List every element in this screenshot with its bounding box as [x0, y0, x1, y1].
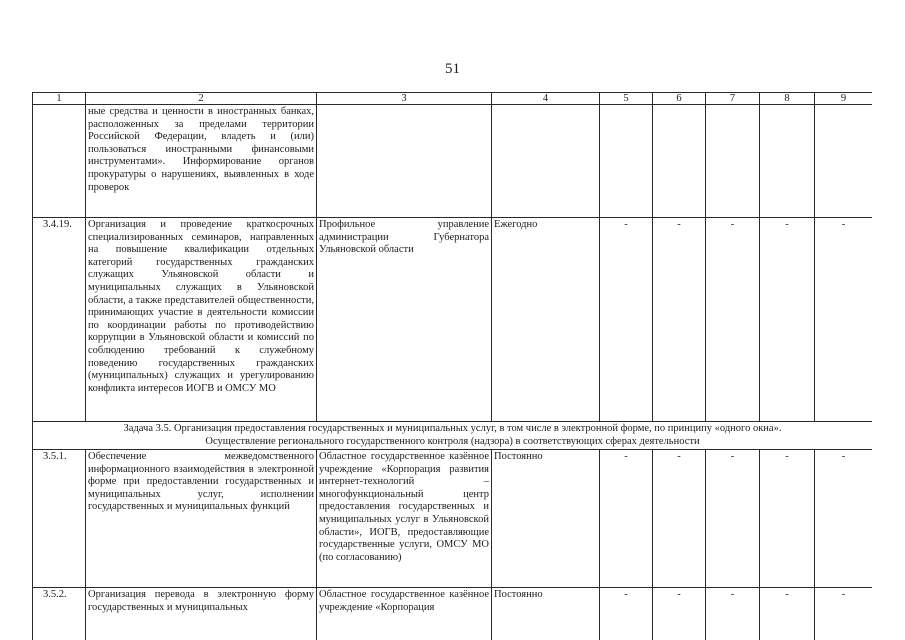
- column-header: 3: [317, 93, 492, 105]
- table-row: [33, 450, 873, 588]
- item-number: [33, 105, 86, 218]
- column-header: 9: [815, 93, 873, 105]
- value-cell: [600, 105, 653, 218]
- value-cell: -: [653, 588, 706, 640]
- task-heading-row: [33, 422, 873, 450]
- executor-cell: Областное государственное казённое учреждение «Корпорация: [317, 588, 492, 640]
- column-header: 4: [492, 93, 600, 105]
- value-cell: -: [706, 588, 760, 640]
- executor-cell: Профильное управление администрации Губернатора Ульяновской области: [317, 218, 492, 422]
- column-header: 6: [653, 93, 706, 105]
- value-cell: -: [600, 588, 653, 640]
- term-cell: Постоянно: [492, 588, 600, 640]
- plan-table: [32, 92, 872, 640]
- value-cell: -: [706, 450, 760, 588]
- value-cell: -: [600, 450, 653, 588]
- value-cell: -: [653, 450, 706, 588]
- column-header-row: [33, 93, 873, 105]
- item-number: 3.5.2.: [33, 588, 86, 640]
- value-cell: -: [653, 218, 706, 422]
- value-cell: -: [760, 588, 815, 640]
- item-number: 3.4.19.: [33, 218, 86, 422]
- page-number: 51: [445, 61, 460, 77]
- executor-cell: Областное государственное казённое учреждение «Корпорация развития интернет-технологий – многофункциональный центр предоставления государственных и муниципальных услуг в Ульяновской области», ИОГВ, предоставляющие государственные услуги, ОМСУ МО (по согласованию): [317, 450, 492, 588]
- value-cell: -: [600, 218, 653, 422]
- term-cell: [492, 105, 600, 218]
- task-heading-line: Осуществление регионального государственного контроля (надзора) в соответствующих сферах деятельности: [205, 435, 700, 447]
- value-cell: -: [760, 450, 815, 588]
- value-cell: -: [815, 450, 873, 588]
- value-cell: [706, 105, 760, 218]
- column-header: 7: [706, 93, 760, 105]
- executor-cell: [317, 105, 492, 218]
- activity-cell: ные средства и ценности в иностранных банках, расположенных за пределами территории Российской Федерации, владеть и (или) пользоваться иностранными финансовыми инструментами». Информирование органов прокуратуры о нарушениях, выявленных в ходе проверок: [86, 105, 317, 218]
- table-row: [33, 105, 873, 218]
- column-header: 2: [86, 93, 317, 105]
- value-cell: -: [706, 218, 760, 422]
- term-cell: Ежегодно: [492, 218, 600, 422]
- column-header: 1: [33, 93, 86, 105]
- table-row: [33, 588, 873, 640]
- value-cell: -: [815, 218, 873, 422]
- value-cell: -: [760, 218, 815, 422]
- term-cell: Постоянно: [492, 450, 600, 588]
- value-cell: [815, 105, 873, 218]
- column-header: 5: [600, 93, 653, 105]
- activity-cell: Организация и проведение краткосрочных специализированных семинаров, направленных на повышение квалификации отдельных категорий государственных гражданских служащих Ульяновской области и муниципальных служащих в Ульяновской области, а также представителей общественности, принимающих участие в деятельности комиссии по координации работы по противодействию коррупции в Ульяновской области и комиссий по соблюдению требований к служебному поведению государственных гражданских (муниципальных) служащих и урегулированию конфликта интересов ИОГВ и ОМСУ МО: [86, 218, 317, 422]
- value-cell: -: [815, 588, 873, 640]
- value-cell: [653, 105, 706, 218]
- table-row: [33, 218, 873, 422]
- activity-cell: Организация перевода в электронную форму государственных и муниципальных: [86, 588, 317, 640]
- activity-cell: Обеспечение межведомственного информационного взаимодействия в электронной форме при предоставлении государственных и муниципальных услуг, исполнении государственных и муниципальных функций: [86, 450, 317, 588]
- column-header: 8: [760, 93, 815, 105]
- task-heading-line: Задача 3.5. Организация предоставления государственных и муниципальных услуг, в том числе в электронной форме, по принципу «одного окна».: [123, 423, 782, 434]
- plan-table-container: [32, 92, 872, 640]
- task-heading-cell: [33, 422, 873, 450]
- value-cell: [760, 105, 815, 218]
- item-number: 3.5.1.: [33, 450, 86, 588]
